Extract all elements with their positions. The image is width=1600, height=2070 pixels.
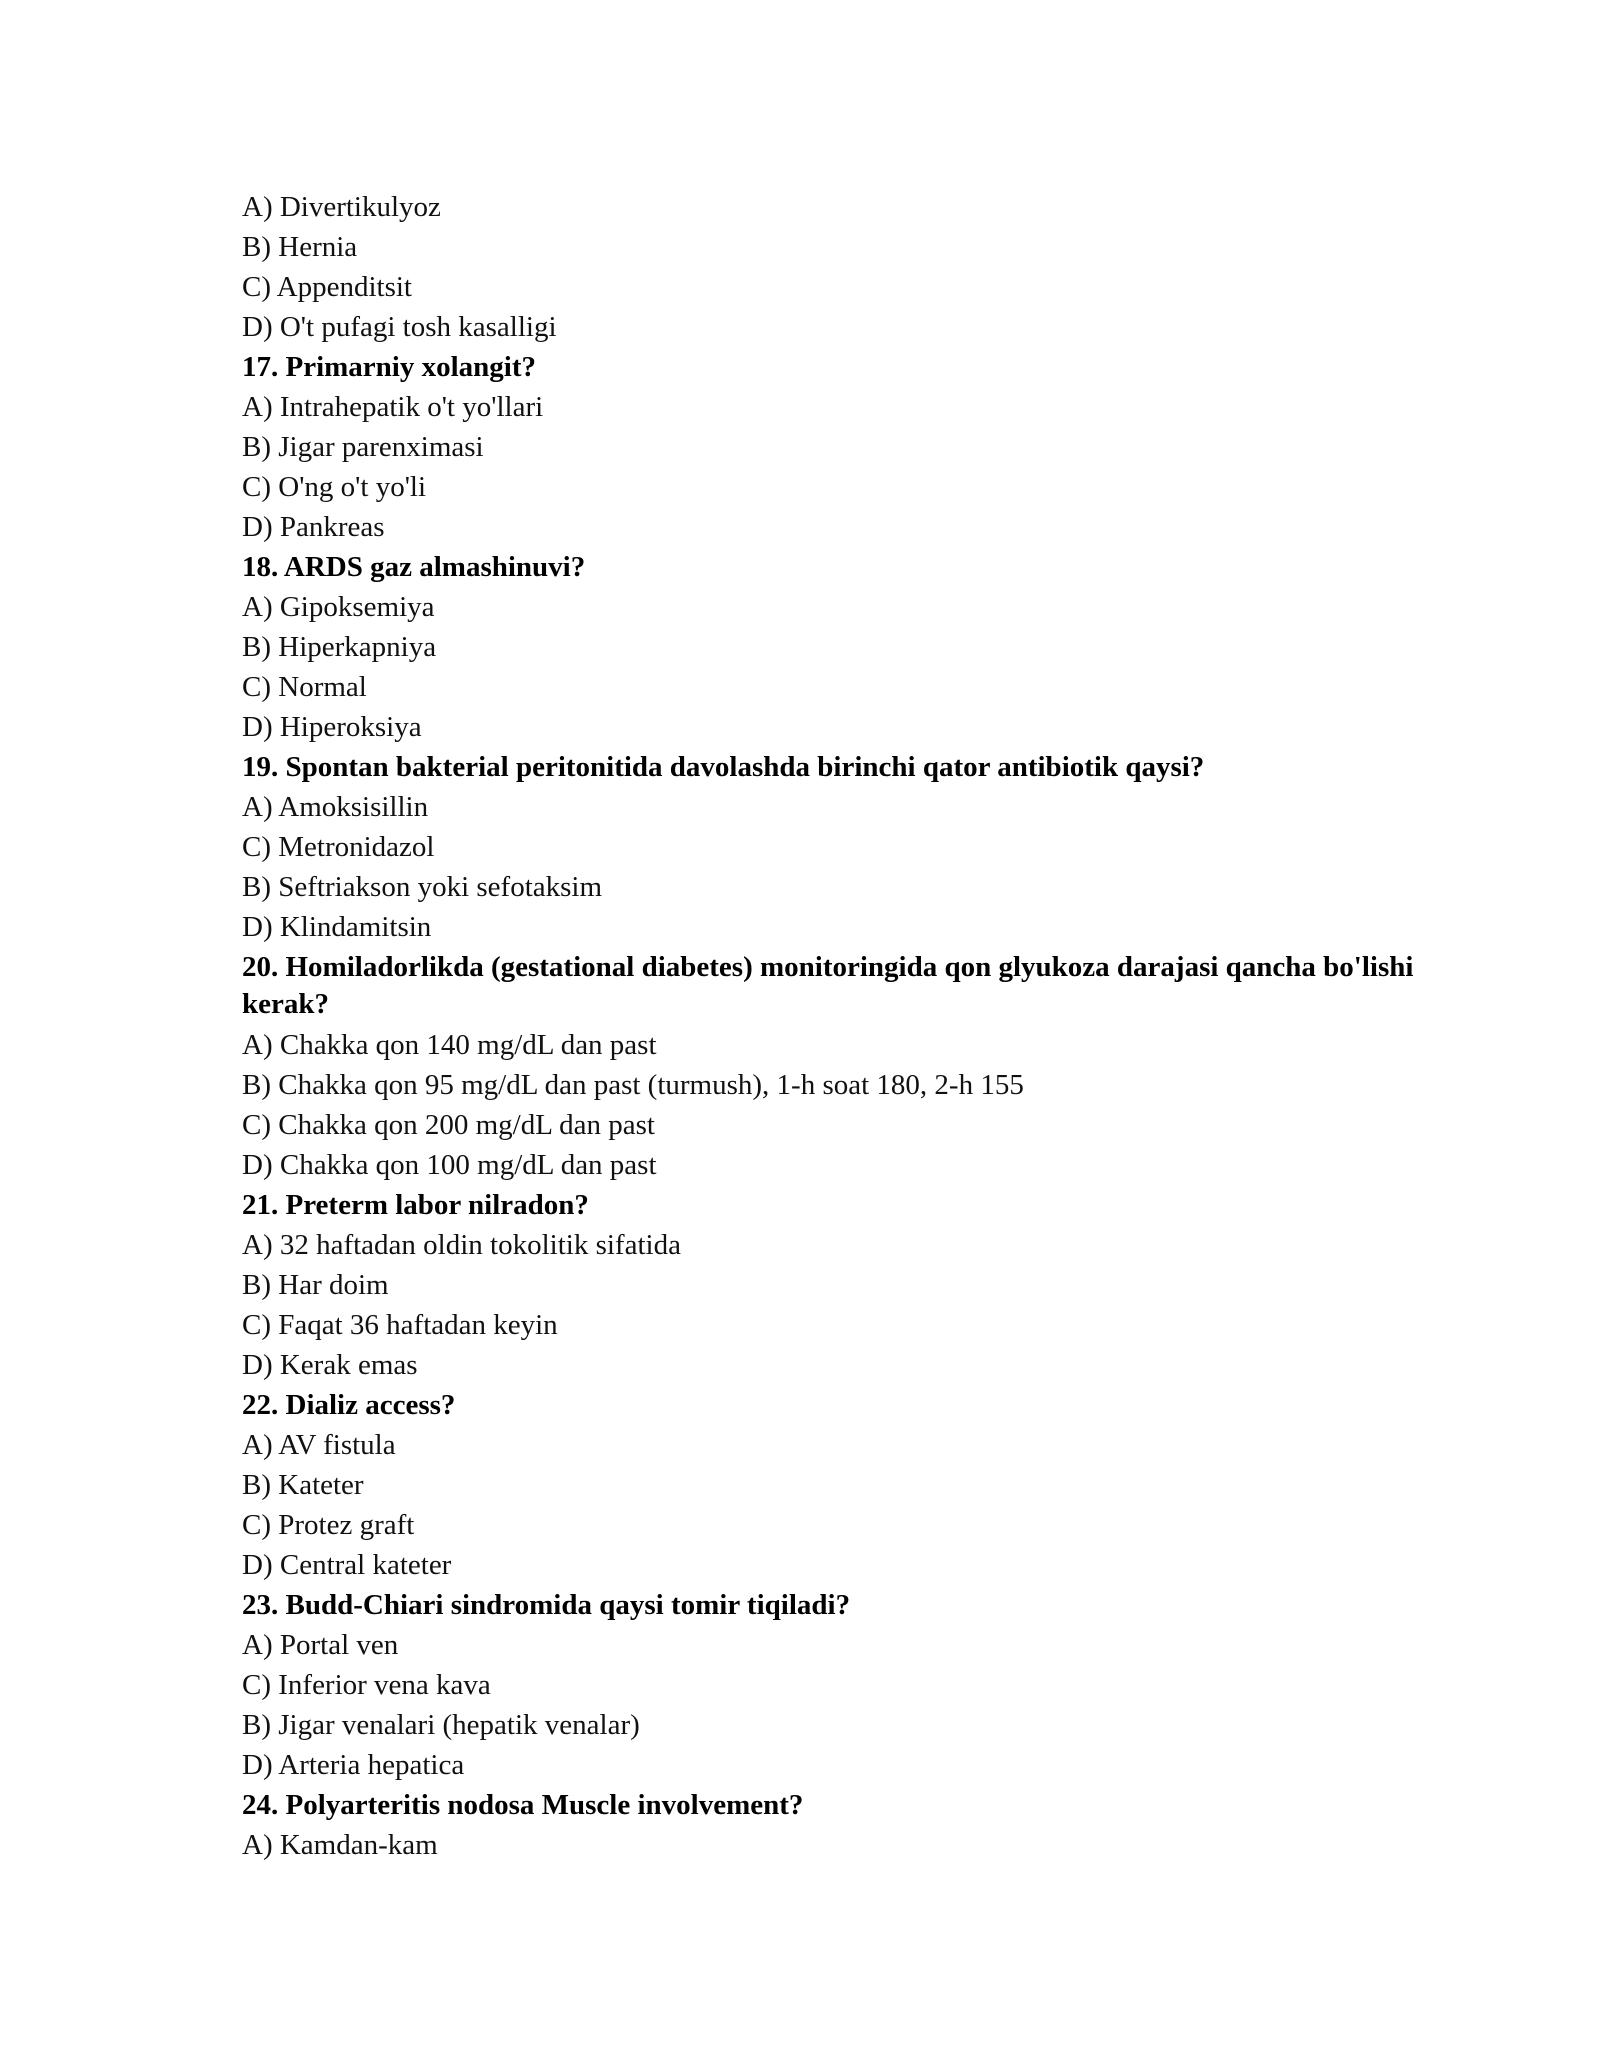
answer-option: A) Intrahepatik o't yo'llari bbox=[242, 391, 544, 423]
question-22: 22. Dializ access? bbox=[242, 1389, 456, 1421]
answer-option: B) Hernia bbox=[242, 231, 358, 263]
answer-option: C) Appenditsit bbox=[242, 271, 412, 303]
answer-option: D) Central kateter bbox=[242, 1549, 452, 1581]
answer-option: B) Chakka qon 95 mg/dL dan past (turmush), 1-h soat 180, 2-h 155 bbox=[242, 1069, 1024, 1101]
question-19: 19. Spontan bakterial peritonitida davolashda birinchi qator antibiotik qaysi? bbox=[242, 751, 1205, 783]
question-21: 21. Preterm labor nilradon? bbox=[242, 1189, 589, 1221]
answer-option: C) Normal bbox=[242, 671, 367, 703]
answer-option: C) Inferior vena kava bbox=[242, 1669, 491, 1701]
question-24: 24. Polyarteritis nodosa Muscle involvement? bbox=[242, 1789, 804, 1821]
question-18: 18. ARDS gaz almashinuvi? bbox=[242, 551, 586, 583]
answer-option: D) O't pufagi tosh kasalligi bbox=[242, 311, 557, 343]
answer-option: D) Pankreas bbox=[242, 511, 385, 543]
answer-option: D) Arteria hepatica bbox=[242, 1749, 465, 1781]
question-23: 23. Budd-Chiari sindromida qaysi tomir tiqiladi? bbox=[242, 1589, 851, 1621]
answer-option: C) Chakka qon 200 mg/dL dan past bbox=[242, 1109, 655, 1141]
answer-option: A) Kamdan-kam bbox=[242, 1829, 438, 1861]
answer-option: A) AV fistula bbox=[242, 1429, 396, 1461]
answer-option: C) Metronidazol bbox=[242, 831, 435, 863]
answer-option: A) Chakka qon 140 mg/dL dan past bbox=[242, 1029, 657, 1061]
question-17: 17. Primarniy xolangit? bbox=[242, 351, 537, 383]
answer-option: C) Faqat 36 haftadan keyin bbox=[242, 1309, 558, 1341]
answer-option: A) Portal ven bbox=[242, 1629, 399, 1661]
answer-option: B) Jigar parenximasi bbox=[242, 431, 484, 463]
answer-option: A) Amoksisillin bbox=[242, 791, 429, 823]
answer-option: D) Hiperoksiya bbox=[242, 711, 422, 743]
answer-option: C) O'ng o't yo'li bbox=[242, 471, 427, 503]
answer-option: B) Kateter bbox=[242, 1469, 364, 1501]
answer-option: A) Divertikulyoz bbox=[242, 191, 441, 223]
question-20: 20. Homiladorlikda (gestational diabetes) monitoringida qon glyukoza darajasi qancha bo'lishi kerak? bbox=[242, 951, 1414, 1020]
answer-option: A) 32 haftadan oldin tokolitik sifatida bbox=[242, 1229, 681, 1261]
answer-option: D) Kerak emas bbox=[242, 1349, 418, 1381]
answer-option: C) Protez graft bbox=[242, 1509, 415, 1541]
answer-option: D) Chakka qon 100 mg/dL dan past bbox=[242, 1149, 657, 1181]
answer-option: D) Klindamitsin bbox=[242, 911, 432, 943]
answer-option: B) Jigar venalari (hepatik venalar) bbox=[242, 1709, 640, 1741]
answer-option: B) Seftriakson yoki sefotaksim bbox=[242, 871, 603, 903]
answer-option: B) Hiperkapniya bbox=[242, 631, 437, 663]
answer-option: A) Gipoksemiya bbox=[242, 591, 435, 623]
quiz-content bbox=[242, 187, 1422, 1865]
answer-option: B) Har doim bbox=[242, 1269, 389, 1301]
